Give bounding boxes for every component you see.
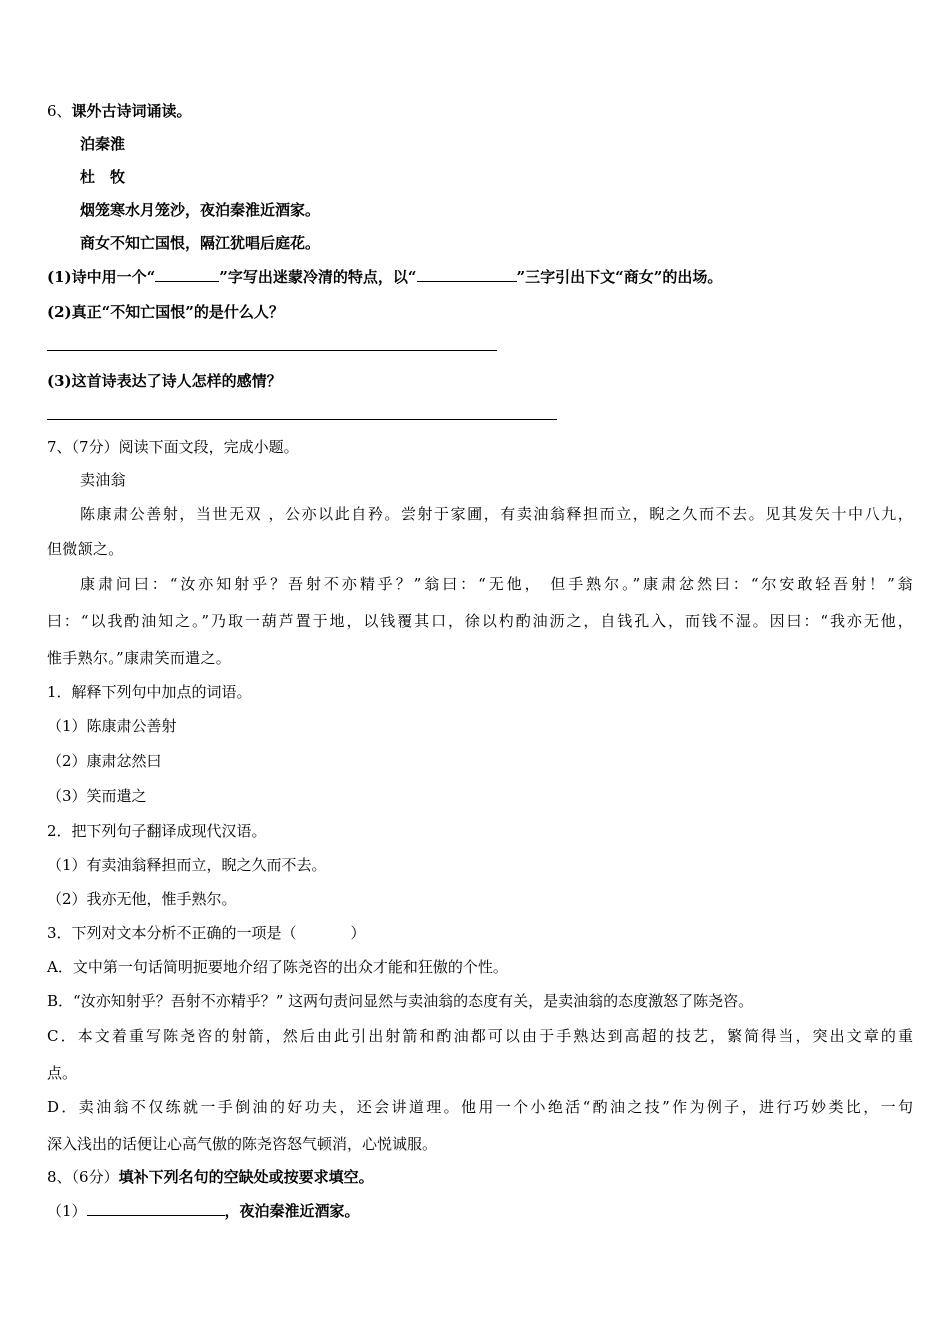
q7-option-b: B．“汝亦知射乎？吾射不亦精乎？” 这两句责问显然与卖油翁的态度有关，是卖油翁的态度激怒了陈尧咨。 bbox=[47, 992, 754, 1010]
q8-heading-text: 填补下列名句的空缺处或按要求填空。 bbox=[118, 1168, 374, 1186]
q7-s3-text: 3．下列对文本分析不正确的一项是（ bbox=[47, 924, 297, 942]
q8-item1-blank[interactable] bbox=[87, 1201, 225, 1216]
q6-sub1-part2: ”字写出迷蒙冷清的特点，以“ bbox=[219, 268, 417, 286]
q7-passage-para2-line2: 曰：“以我酌油知之。”乃取一葫芦置于地，以钱覆其口，徐以杓酌油沥之，自钱孔入，而钱不湿。因曰：“我亦无他， bbox=[47, 612, 913, 630]
q7-passage-para1-line1: 陈康肃公善射，当世无双 ，公亦以此自矜。尝射于家圃，有卖油翁释担而立，睨之久而不去。见其发矢十中八九， bbox=[80, 505, 913, 523]
q7-s1-item2: （2）康肃忿然曰 bbox=[47, 752, 162, 770]
q7-passage-para1-line2: 但微颔之。 bbox=[47, 540, 124, 558]
q7-option-a: A．文中第一句话简明扼要地介绍了陈尧咨的出众才能和狂傲的个性。 bbox=[47, 958, 508, 976]
q7-option-c-line1: C．本文着重写陈尧咨的射箭，然后由此引出射箭和酌油都可以由于手熟达到高超的技艺，繁简得当，突出文章的重 bbox=[47, 1027, 913, 1045]
q8-number: 8、（6分） bbox=[47, 1168, 119, 1186]
q6-sub1-blank-2[interactable] bbox=[417, 267, 517, 282]
q7-s2: 2．把下列句子翻译成现代汉语。 bbox=[47, 822, 267, 840]
q7-s1-item3: （3）笑而遣之 bbox=[47, 787, 147, 805]
q7-heading: 7、（7分）阅读下面文段，完成小题。 bbox=[47, 438, 299, 456]
q7-s3 bbox=[47, 923, 366, 943]
q8-item1 bbox=[47, 1201, 360, 1221]
q6-sub1 bbox=[47, 267, 722, 287]
q6-sub2: (2)真正“不知亡国恨”的是什么人？ bbox=[47, 303, 284, 321]
q6-sub1-part3: ”三字引出下文“商女”的出场。 bbox=[516, 268, 723, 286]
q7-s2-item1: （1）有卖油翁释担而立，睨之久而不去。 bbox=[47, 856, 327, 874]
q7-s1-item1: （1）陈康肃公善射 bbox=[47, 717, 177, 735]
q6-sub3-answer-line[interactable] bbox=[47, 419, 557, 420]
poem-line-1: 烟笼寒水月笼沙，夜泊秦淮近酒家。 bbox=[80, 201, 321, 219]
poem-line-2: 商女不知亡国恨，隔江犹唱后庭花。 bbox=[80, 234, 321, 252]
q6-heading bbox=[47, 101, 192, 121]
q6-sub1-part1: (1)诗中用一个“ bbox=[47, 268, 156, 286]
q8-item1-text: ，夜泊秦淮近酒家。 bbox=[224, 1202, 360, 1220]
q7-passage-title: 卖油翁 bbox=[80, 471, 126, 489]
q7-option-d-line2: 深入浅出的话便让心高气傲的陈尧咨怒气顿消，心悦诚服。 bbox=[47, 1135, 438, 1153]
q7-passage-para2-line1: 康肃问曰：“汝亦知射乎？吾射不亦精乎？”翁曰：“无他， 但手熟尔。”康肃忿然曰：“尔安敢轻吾射！”翁 bbox=[80, 575, 913, 593]
q8-item1-number: （1） bbox=[47, 1202, 87, 1220]
q7-s1: 1．解释下列句中加点的词语。 bbox=[47, 683, 252, 701]
q6-sub2-answer-line[interactable] bbox=[47, 350, 497, 351]
q6-sub1-blank-1[interactable] bbox=[155, 267, 219, 282]
poem-title: 泊秦淮 bbox=[80, 135, 126, 153]
q7-passage-para2-line3: 惟手熟尔。”康肃笑而遣之。 bbox=[47, 649, 232, 667]
q6-number: 6、 bbox=[47, 102, 72, 120]
q7-s2-item2: （2）我亦无他，惟手熟尔。 bbox=[47, 890, 237, 908]
q7-s3-close: ） bbox=[350, 924, 366, 942]
q7-option-d-line1: D．卖油翁不仅练就一手倒油的好功夫，还会讲道理。他用一个小绝活“酌油之技”作为例子，进行巧妙类比，一句 bbox=[47, 1098, 913, 1116]
q7-option-c-line2: 点。 bbox=[47, 1064, 78, 1082]
q6-heading-text: 课外古诗词诵读。 bbox=[71, 102, 192, 120]
q8-heading bbox=[47, 1167, 374, 1187]
poem-author: 杜 牧 bbox=[80, 168, 126, 186]
q6-sub3: (3)这首诗表达了诗人怎样的感情？ bbox=[47, 372, 282, 390]
